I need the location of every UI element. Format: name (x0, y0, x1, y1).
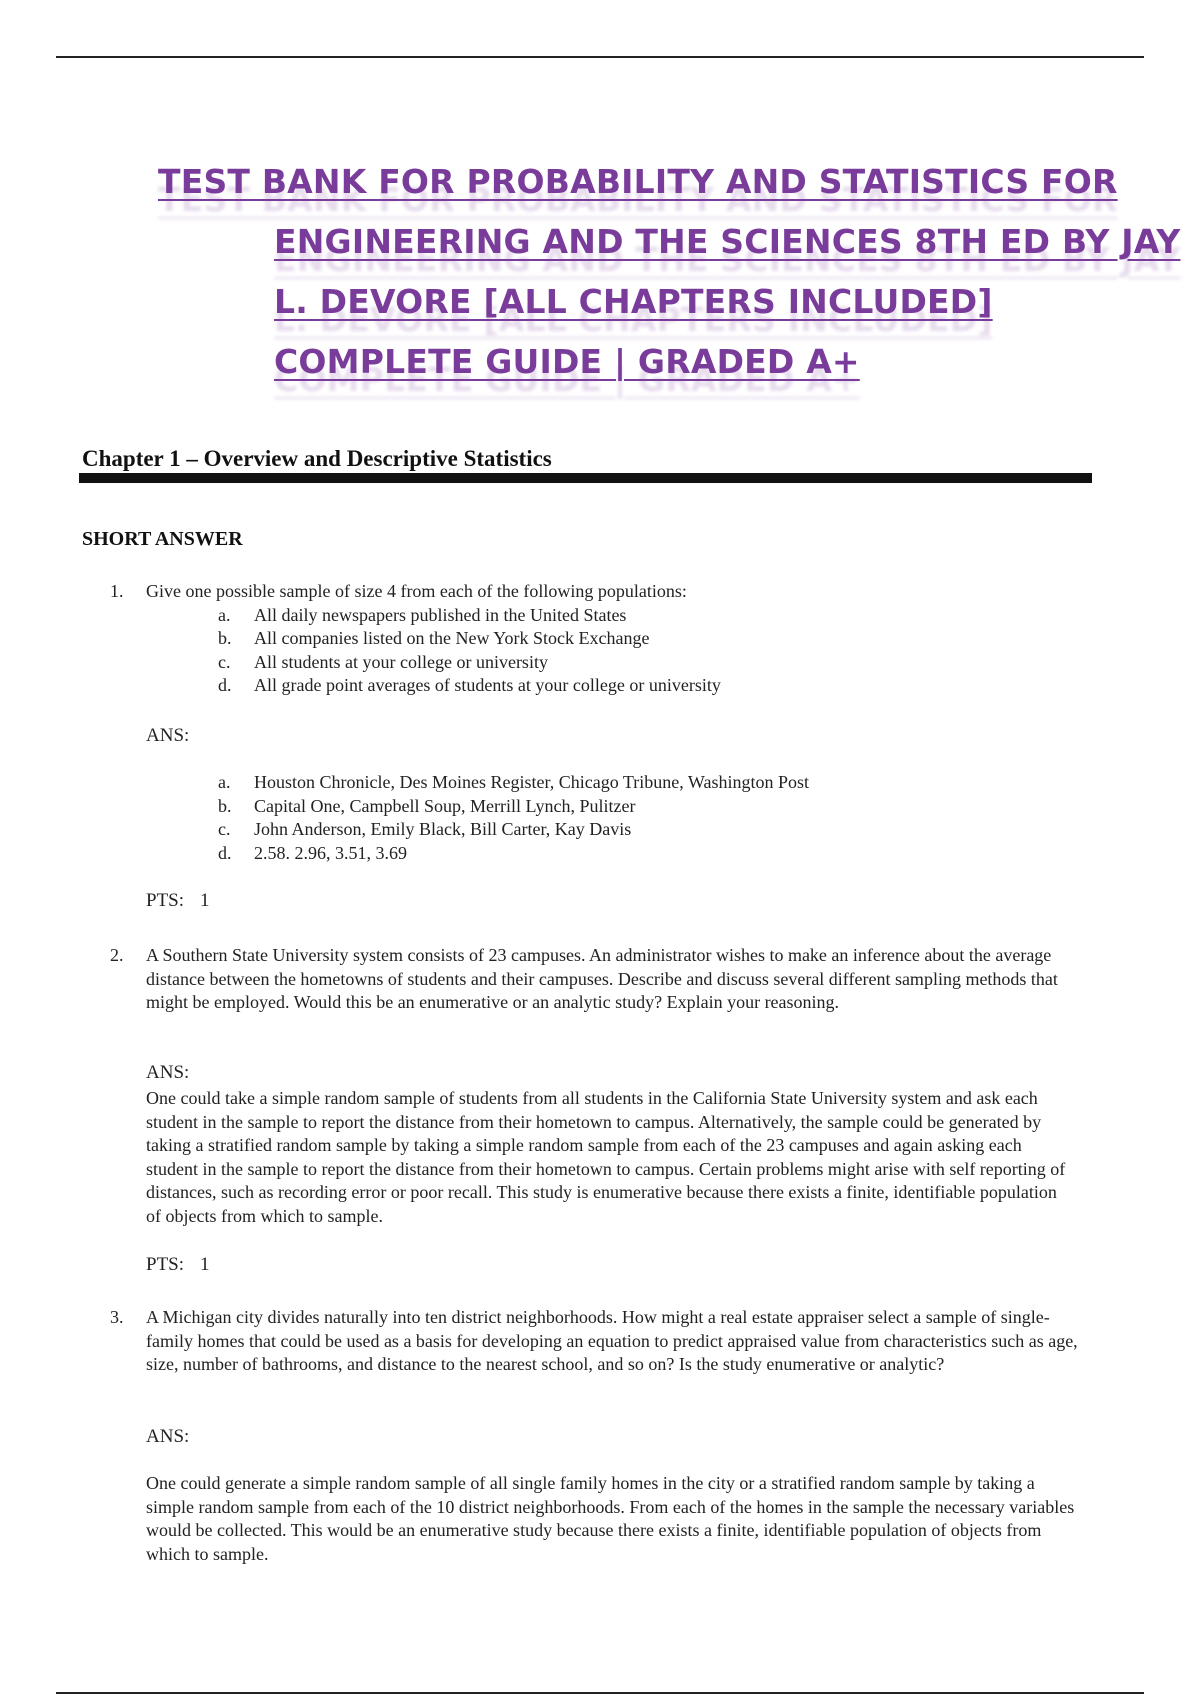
question-1 (110, 580, 1080, 698)
option-text: All grade point averages of students at your college or university (254, 675, 721, 695)
points-label: PTS: (146, 1254, 185, 1275)
answer-label-3: ANS: (146, 1426, 190, 1447)
document-title (158, 152, 1181, 392)
section-heading: SHORT ANSWER (82, 528, 243, 550)
question-text: Give one possible sample of size 4 from each of the following populations: (146, 581, 687, 601)
answer-letter: b. (218, 795, 232, 816)
answer-text-3: One could generate a simple random sample of all single family homes in the city or a stratified random sample by taking a simple random sample from each of the 10 district neighborhoods. From each of the homes in the sample the necessary variables would be collected. This would be an enumerative study because there exists a finite, identifiable population of objects from which to sample. (146, 1473, 1075, 1564)
answer-label-2: ANS: (146, 1062, 190, 1083)
option-text: All companies listed on the New York Stock Exchange (254, 628, 650, 648)
question-text: A Michigan city divides naturally into ten district neighborhoods. How might a real estate appraiser select a sample of single-family homes that could be used as a basis for developing an equation to predict appraised value from characteristics such as age, size, number of bathrooms, and distance to the nearest school, and so on? Is the study enumerative or analytic? (146, 1307, 1078, 1374)
points-label: PTS: (146, 890, 185, 911)
chapter-rule (79, 473, 1092, 483)
question-text: A Southern State University system consists of 23 campuses. An administrator wishes to make an inference about the average distance between the hometowns of students and their campuses. Describe and discuss several different sampling methods that might be employed. Would this be an enumerative or an analytic study? Explain your reasoning. (146, 945, 1058, 1012)
option-item (218, 651, 1080, 675)
answer-letter: d. (218, 842, 232, 863)
answer-label-1: ANS: (146, 725, 190, 746)
answer-letter: a. (218, 772, 231, 792)
option-text: All daily newspapers published in the United States (254, 604, 627, 625)
chapter-heading: Chapter 1 – Overview and Descriptive Statistics (82, 446, 552, 471)
points-value: 1 (200, 890, 210, 911)
points-2 (146, 1254, 210, 1276)
answer-item (218, 771, 809, 795)
answer-item (218, 795, 809, 819)
answer-text: 2.58. 2.96, 3.51, 3.69 (254, 842, 407, 863)
question-number: 2. (110, 945, 124, 965)
option-item (218, 604, 1080, 628)
option-item (218, 674, 1080, 698)
answer-text: John Anderson, Emily Black, Bill Carter, Kay Davis (254, 819, 632, 839)
answer-text: Capital One, Campbell Soup, Merrill Lynch, Pulitzer (254, 795, 636, 816)
question-number: 1. (110, 581, 124, 601)
bottom-rule (56, 1692, 1144, 1694)
question-3 (110, 1306, 1080, 1377)
title-line-4: COMPLETE GUIDE | GRADED A+ (274, 342, 860, 381)
title-line-2: ENGINEERING AND THE SCIENCES 8TH ED BY JAY (274, 222, 1181, 261)
option-letter: c. (218, 651, 231, 672)
option-letter: a. (218, 604, 231, 625)
answer-item (218, 842, 809, 866)
answer-item (218, 818, 809, 842)
answer-text-2: One could take a simple random sample of students from all students in the California State University system and ask each student in the sample to report the distance from their hometown to campus. Alternatively, the sample could be generated by taking a stratified random sample by taking a simple random sample from each of the 23 campuses and again asking each student in the sample to report the distance from their hometown to campus. Certain problems might arise with self reporting of distances, such as recording error or poor recall. This study is enumerative because there exists a finite, identifiable population of objects from which to sample. (146, 1088, 1066, 1226)
option-letter: d. (218, 675, 232, 695)
question-2 (110, 944, 1080, 1015)
option-text: All students at your college or university (254, 651, 548, 672)
option-letter: b. (218, 628, 232, 648)
title-line-1: TEST BANK FOR PROBABILITY AND STATISTICS FOR (158, 162, 1118, 201)
top-rule (56, 56, 1144, 58)
answer-text: Houston Chronicle, Des Moines Register, Chicago Tribune, Washington Post (254, 772, 809, 792)
title-line-3: L. DEVORE [ALL CHAPTERS INCLUDED] (274, 282, 993, 321)
question-number: 3. (110, 1307, 124, 1327)
points-value: 1 (200, 1254, 210, 1275)
option-item (218, 627, 1080, 651)
points-1 (146, 890, 210, 912)
answer-1 (218, 771, 809, 865)
answer-letter: c. (218, 819, 231, 839)
question-options (218, 604, 1080, 698)
